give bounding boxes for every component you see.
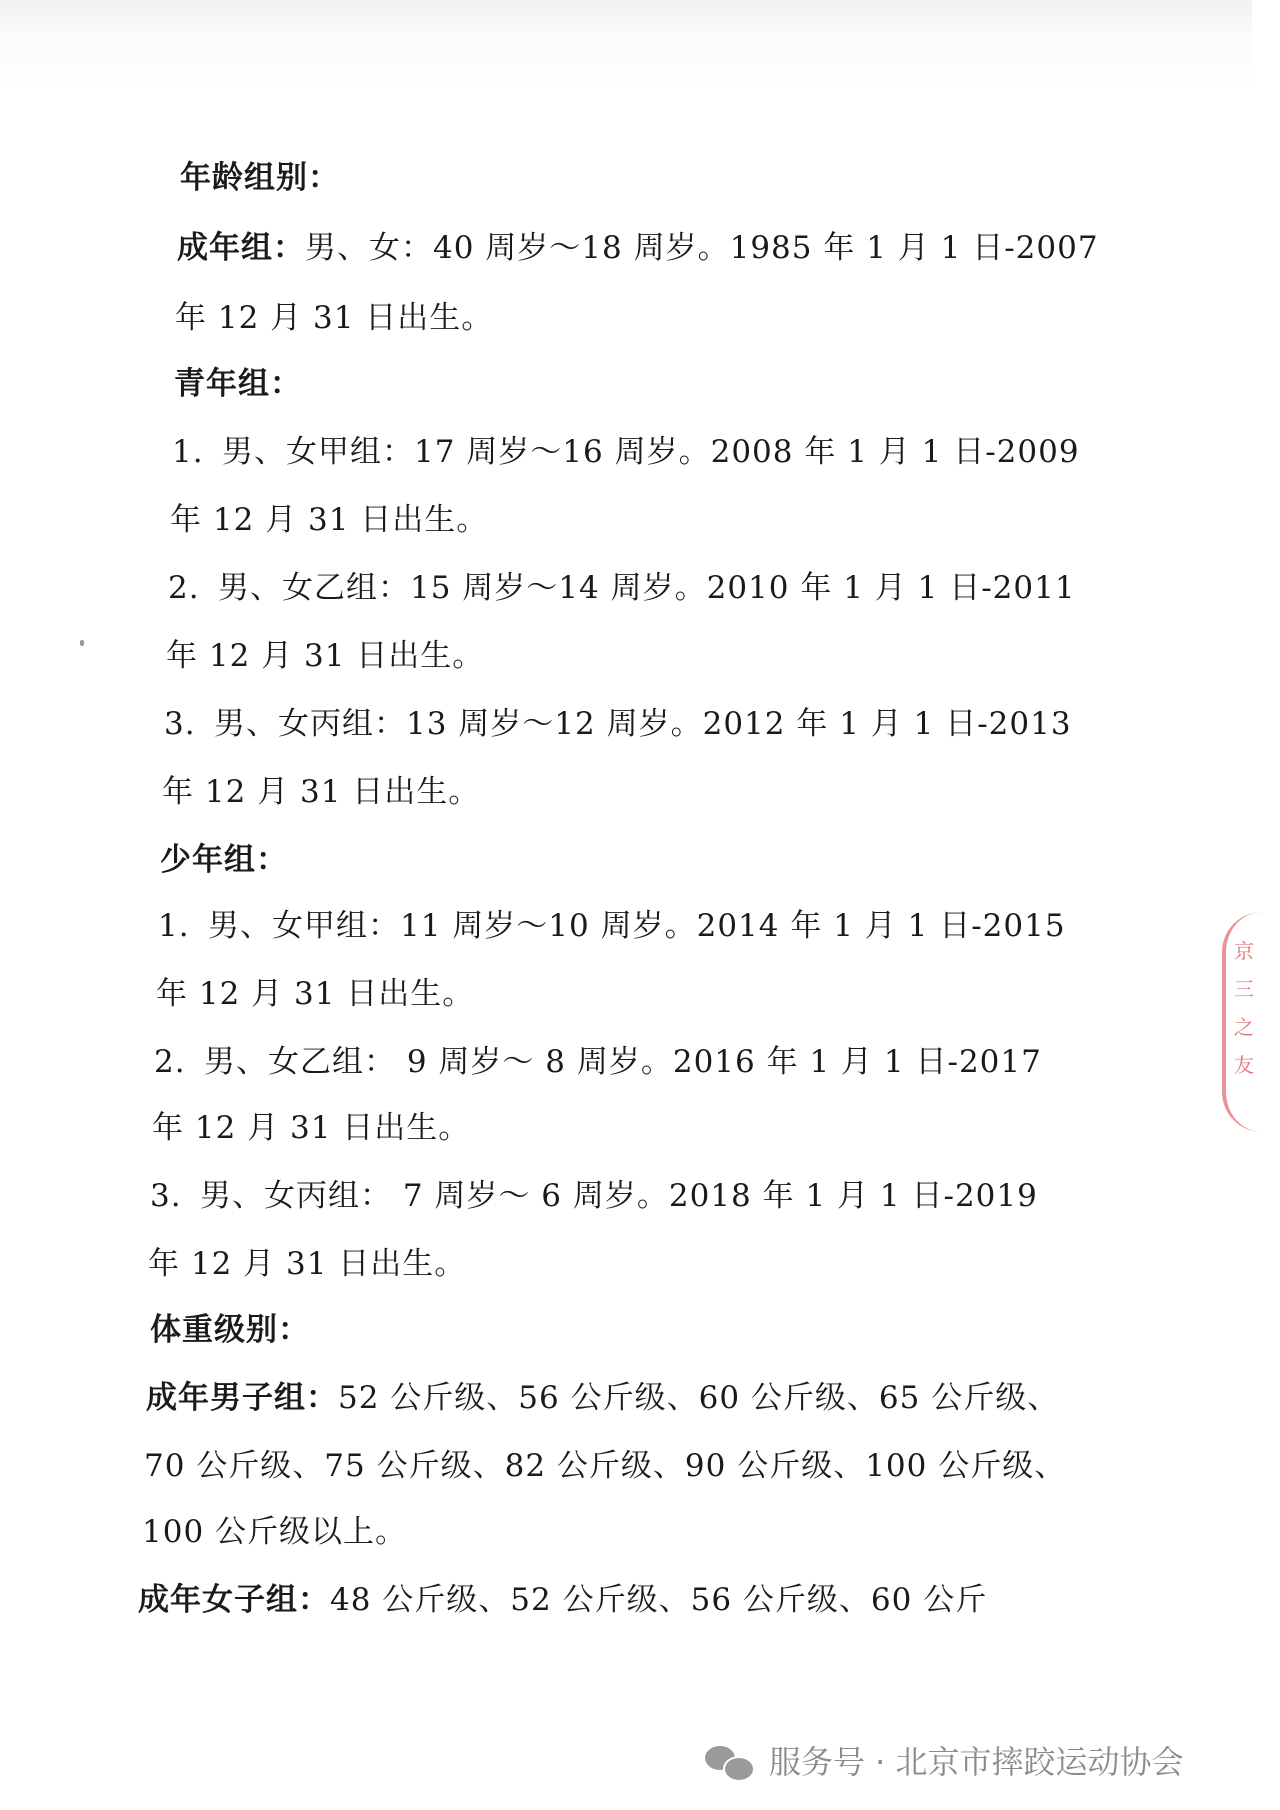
item-text: 男、女丙组： 7 周岁～ 6 周岁。2018 年 1 月 1 日-2019	[200, 1178, 1038, 1214]
age-groups-heading: 年龄组别：	[180, 160, 340, 196]
item-text: 男、女甲组：17 周岁～16 周岁。2008 年 1 月 1 日-2009	[222, 434, 1080, 470]
item-number: 2.	[168, 570, 200, 606]
women-weight-text: 48 公斤级、52 公斤级、56 公斤级、60 公斤	[330, 1582, 988, 1618]
youth-item-3-line1	[164, 704, 1072, 744]
adult-group-label: 成年组：	[177, 230, 305, 266]
adult-group-text: 男、女：40 周岁～18 周岁。1985 年 1 月 1 日-2007	[305, 230, 1099, 266]
men-weight-line3: 100 公斤级以上。	[142, 1514, 408, 1550]
junior-group-heading: 少年组：	[160, 842, 288, 878]
scan-edge	[1252, 0, 1280, 1810]
junior-item-1-line2: 年 12 月 31 日出生。	[156, 976, 475, 1012]
item-number: 2.	[154, 1044, 186, 1080]
seal-char: 之	[1234, 1015, 1254, 1039]
women-weight-line1	[138, 1580, 987, 1620]
men-weight-line1	[146, 1378, 1059, 1418]
item-number: 1.	[172, 434, 204, 470]
wechat-watermark	[705, 1738, 1184, 1782]
youth-item-1-line2: 年 12 月 31 日出生。	[170, 502, 489, 538]
men-weight-line2: 70 公斤级、75 公斤级、82 公斤级、90 公斤级、100 公斤级、	[144, 1448, 1067, 1484]
item-number: 3.	[164, 706, 196, 742]
youth-item-2-line2: 年 12 月 31 日出生。	[166, 638, 485, 674]
junior-item-2-line1	[154, 1042, 1042, 1082]
adult-group-line2: 年 12 月 31 日出生。	[175, 300, 494, 336]
youth-item-1-line1	[172, 432, 1080, 472]
item-text: 男、女甲组：11 周岁～10 周岁。2014 年 1 月 1 日-2015	[208, 908, 1066, 944]
seal-char: 友	[1234, 1053, 1254, 1077]
item-number: 3.	[150, 1178, 182, 1214]
adult-group-line1	[177, 228, 1099, 268]
junior-item-2-line2: 年 12 月 31 日出生。	[152, 1110, 471, 1146]
item-text: 男、女丙组：13 周岁～12 周岁。2012 年 1 月 1 日-2013	[214, 706, 1072, 742]
watermark-text: 服务号 · 北京市摔跤运动协会	[769, 1743, 1184, 1781]
item-text: 男、女乙组： 9 周岁～ 8 周岁。2016 年 1 月 1 日-2017	[204, 1044, 1042, 1080]
scan-speck	[80, 640, 84, 646]
seal-char: 三	[1234, 977, 1254, 1001]
item-text: 男、女乙组：15 周岁～14 周岁。2010 年 1 月 1 日-2011	[218, 570, 1076, 606]
men-weight-text: 52 公斤级、56 公斤级、60 公斤级、65 公斤级、	[338, 1380, 1060, 1416]
women-weight-label: 成年女子组：	[138, 1582, 330, 1618]
junior-item-3-line1	[150, 1176, 1038, 1216]
youth-item-2-line1	[168, 568, 1076, 608]
junior-item-3-line2: 年 12 月 31 日出生。	[148, 1246, 467, 1282]
junior-item-1-line1	[158, 906, 1066, 946]
men-weight-label: 成年男子组：	[146, 1380, 338, 1416]
wechat-icon	[705, 1740, 757, 1780]
youth-group-heading: 青年组：	[174, 366, 302, 402]
red-seal-stamp	[1222, 912, 1262, 1132]
weight-classes-heading: 体重级别：	[150, 1312, 310, 1348]
youth-item-3-line2: 年 12 月 31 日出生。	[162, 774, 481, 810]
item-number: 1.	[158, 908, 190, 944]
seal-char: 京	[1234, 939, 1254, 963]
